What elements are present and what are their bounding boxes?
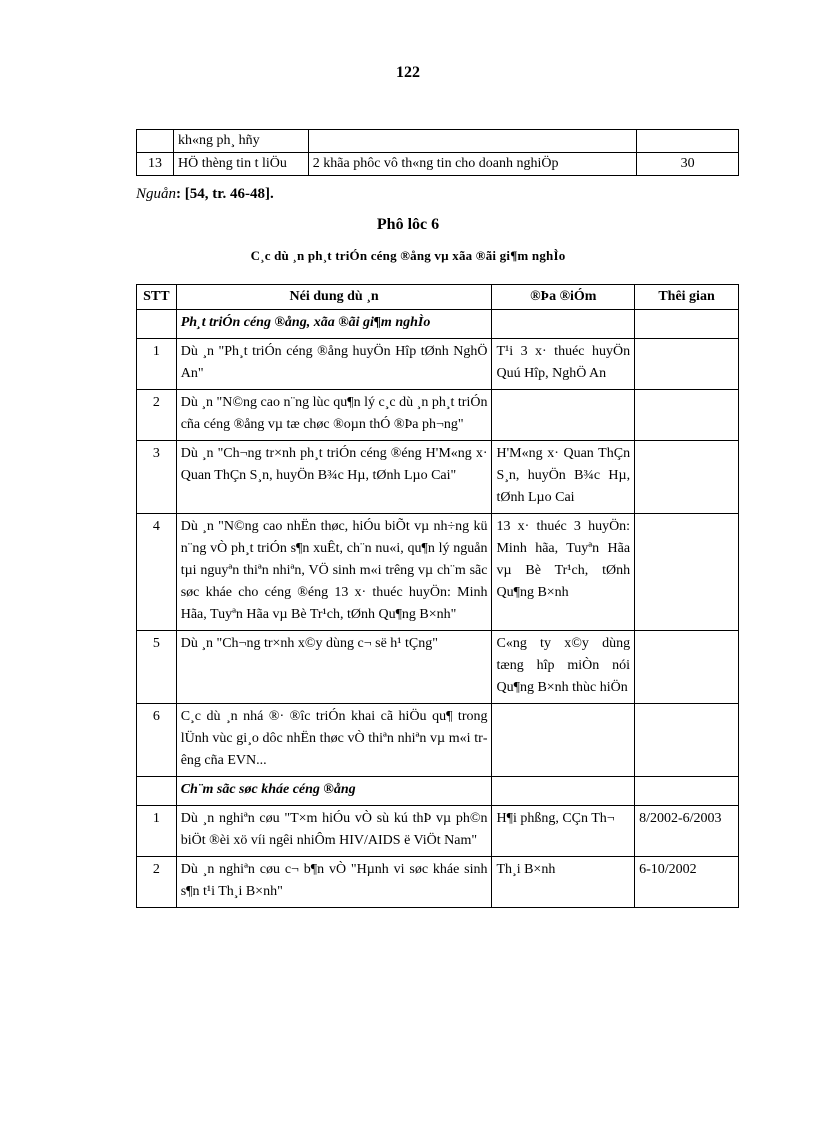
- content-cell: Dù ¸n "N©ng cao n¨ng lùc qu¶n lý c¸c dù ¸n ph¸t triÓn cña céng ®ång vµ tæ chøc ®oµn thÓ ®Þa ph¬ng": [176, 390, 492, 441]
- table-row: [137, 514, 739, 631]
- time-cell: [635, 514, 739, 631]
- empty-cell: [492, 777, 635, 806]
- content-cell: Dù ¸n nghiªn cøu c¬ b¶n vÒ "Hµnh vi søc kháe sinh s¶n t¹i Th¸i B×nh": [176, 857, 492, 908]
- header-time: Thêi gian: [635, 285, 739, 310]
- stt-cell: 2: [137, 390, 177, 441]
- empty-cell: [137, 310, 177, 339]
- value-cell: 30: [637, 153, 739, 176]
- empty-cell: [137, 777, 177, 806]
- section-title: Ph¸t triÓn céng ®ång, xãa ®ãi gi¶m nghÌo: [176, 310, 492, 339]
- time-cell: [635, 704, 739, 777]
- location-cell: T¹i 3 x· thuéc huyÖn Quú Hîp, NghÖ An: [492, 339, 635, 390]
- stt-cell: 3: [137, 441, 177, 514]
- continued-table: [136, 129, 739, 176]
- header-location: ®Þa ®iÓm: [492, 285, 635, 310]
- stt-cell: 5: [137, 631, 177, 704]
- name-cell: kh«ng ph¸ hñy: [173, 130, 308, 153]
- stt-cell: 6: [137, 704, 177, 777]
- value-cell: [637, 130, 739, 153]
- name-cell: HÖ thèng tin t liÖu: [173, 153, 308, 176]
- content-cell: Dù ¸n nghiªn cøu "T×m hiÓu vÒ sù kú thÞ vµ ph©n biÖt ®èi xö víi ngêi nhiÔm HIV/AIDS ë ViÖt Nam": [176, 806, 492, 857]
- section-row: [137, 777, 739, 806]
- time-cell: [635, 441, 739, 514]
- time-cell: [635, 390, 739, 441]
- table-row: [137, 390, 739, 441]
- section-title: Ch¨m sãc søc kháe céng ®ång: [176, 777, 492, 806]
- stt-cell: 2: [137, 857, 177, 908]
- location-cell: H'M«ng x· Quan ThÇn S¸n, huyÖn B¾c Hµ, tØnh Lµo Cai: [492, 441, 635, 514]
- stt-cell: 13: [137, 153, 174, 176]
- content-cell: Dù ¸n "Ph¸t triÓn céng ®ång huyÖn Hîp tØnh NghÖ An": [176, 339, 492, 390]
- stt-cell: [137, 130, 174, 153]
- empty-cell: [635, 777, 739, 806]
- content-cell: C¸c dù ¸n nhá ®· ®îc triÓn khai cã hiÖu qu¶ trong lÜnh vùc gi¸o dôc nhËn thøc vÒ thiªn nhiªn vµ m«i trêng cña EVN...: [176, 704, 492, 777]
- projects-table: [136, 284, 739, 908]
- header-row: [137, 285, 739, 310]
- appendix-subtitle: C¸c dù ¸n ph¸t triÓn céng ®ång vµ xãa ®ãi gi¶m nghÌo: [250, 248, 566, 263]
- location-cell: Th¸i B×nh: [492, 857, 635, 908]
- table-row: [137, 130, 739, 153]
- table-row: [137, 441, 739, 514]
- location-cell: C«ng ty x©y dùng tæng hîp miÒn nói Qu¶ng B×nh thùc hiÖn: [492, 631, 635, 704]
- time-cell: [635, 631, 739, 704]
- content-cell: Dù ¸n "N©ng cao nhËn thøc, hiÓu biÕt vµ nh÷ng kü n¨ng vÒ ph¸t triÓn s¶n xuÊt, ch¨n nu«i, qu¶n lý nguån tµi nguyªn thiªn nhiªn, VÖ sinh m«i trêng vµ ch¨m sãc søc kháe cho céng ®éng 13 x· thuéc huyÖn: Minh Hãa, Tuyªn Hãa vµ Bè Tr¹ch, tØnh Qu¶ng B×nh": [176, 514, 492, 631]
- source-label: Nguån: [136, 186, 177, 202]
- table-row: [137, 806, 739, 857]
- stt-cell: 1: [137, 339, 177, 390]
- stt-cell: 4: [137, 514, 177, 631]
- table-row: [137, 339, 739, 390]
- content-cell: Dù ¸n "Ch¬ng tr×nh x©y dùng c¬ së h¹ tÇng": [176, 631, 492, 704]
- table-row: [137, 704, 739, 777]
- empty-cell: [492, 310, 635, 339]
- empty-cell: [635, 310, 739, 339]
- table-row: [137, 153, 739, 176]
- source-reference: : [54, tr. 46-48].: [176, 186, 274, 202]
- section-row: [137, 310, 739, 339]
- location-cell: [492, 390, 635, 441]
- table-row: [137, 631, 739, 704]
- time-cell: [635, 339, 739, 390]
- location-cell: 13 x· thuéc 3 huyÖn: Minh hãa, Tuyªn Hãa vµ Bè Tr¹ch, tØnh Qu¶ng B×nh: [492, 514, 635, 631]
- location-cell: H¶i phßng, CÇn Th¬: [492, 806, 635, 857]
- stt-cell: 1: [137, 806, 177, 857]
- page-number: 122: [396, 64, 420, 81]
- source-citation: [136, 186, 274, 203]
- desc-cell: [308, 130, 636, 153]
- header-content: Néi dung dù ¸n: [176, 285, 492, 310]
- table-row: [137, 857, 739, 908]
- appendix-title: Phô lôc 6: [376, 216, 440, 233]
- content-cell: Dù ¸n "Ch¬ng tr×nh ph¸t triÓn céng ®éng H'M«ng x· Quan ThÇn S¸n, huyÖn B¾c Hµ, tØnh Lµo Cai": [176, 441, 492, 514]
- time-cell: 6-10/2002: [635, 857, 739, 908]
- header-stt: STT: [137, 285, 177, 310]
- location-cell: [492, 704, 635, 777]
- time-cell: 8/2002-6/2003: [635, 806, 739, 857]
- desc-cell: 2 khãa phôc vô th«ng tin cho doanh nghiÖp: [308, 153, 636, 176]
